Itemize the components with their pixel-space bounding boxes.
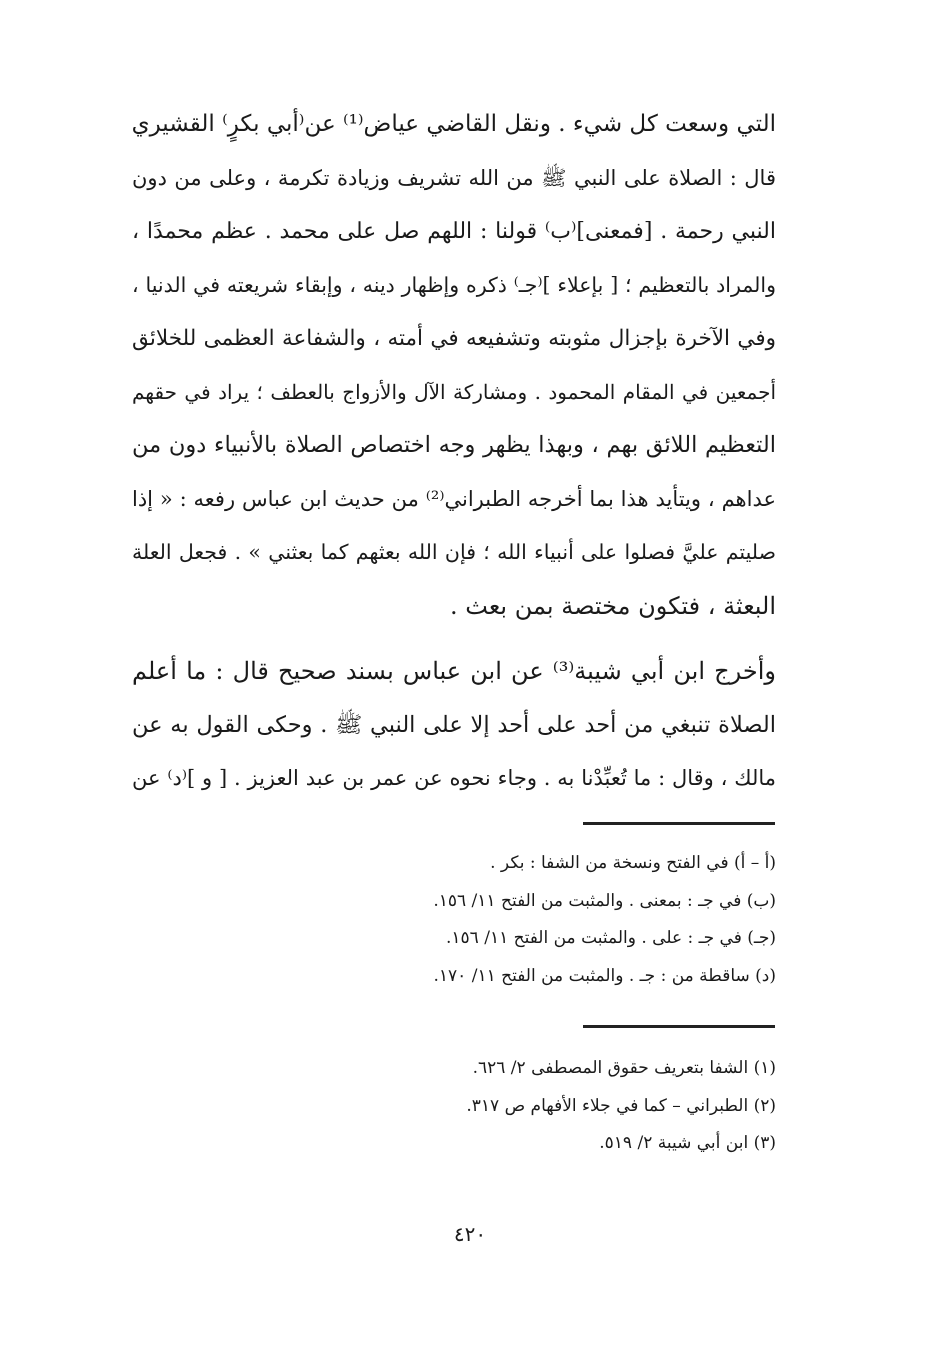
text-line: مالك ، وقال : ما تُعبِّدْنا به . وجاء نحوه عن عمر بن عبد العزيز . [ و ]⁽د⁾ عن [132, 766, 776, 790]
text-line: البعثة ، فتكون مختصة بمن بعث . [450, 591, 776, 620]
text-line: والمراد بالتعظيم ؛ [ بإعلاء ]⁽جـ⁾ ذكره وإظهار دينه ، وإبقاء شريعته في الدنيا ، [132, 272, 776, 297]
text-line: عداهم ، ويتأيد هذا بما أخرجه الطبراني⁽²⁾ من حديث ابن عباس رفعه : « إذا [132, 486, 776, 511]
footnote-item: (أ – أ) في الفتح ونسخة من الشفا : بكر . [490, 853, 776, 873]
footnote-item: (٣) ابن أبي شيبة ٢/ ٥١٩. [599, 1133, 776, 1153]
footnote-divider-letters [583, 822, 775, 825]
text-line: التعظيم اللائق بهم ، وبهذا يظهر وجه اختصاص الصلاة بالأنبياء دون من [132, 432, 776, 458]
text-line: وفي الآخرة بإجزال مثوبته وتشفيعه في أمته ، والشفاعة العظمى للخلائق [132, 326, 776, 351]
footnote-item: (د) ساقطة من : جـ . والمثبت من الفتح ١١/ ١٧٠. [433, 965, 776, 986]
text-line: قال : الصلاة على النبي ﷺ من الله تشريف وزيادة تكرمة ، وعلى من دون [132, 165, 776, 190]
page-number: ٤٢٠ [453, 1222, 487, 1246]
text-line: صليتم عليَّ فصلوا على أنبياء الله ؛ فإن الله بعثهم كما بعثني » . فجعل العلة [132, 540, 776, 564]
text-line: وأخرج ابن أبي شيبة⁽³⁾ عن ابن عباس بسند صحيح قال : ما أعلم [132, 657, 776, 685]
paragraph-spacer [132, 633, 776, 645]
footnote-divider-numbers [583, 1025, 775, 1028]
text-line: التي وسعت كل شيء . ونقل القاضي عياض⁽¹⁾ عن⁽أبي بكرٍ⁾ القشيري [132, 111, 776, 137]
paragraph-2 [132, 645, 776, 806]
footnote-item: (٢) الطبراني – كما في جلاء الأفهام ص ٣١٧. [466, 1095, 776, 1116]
footnote-item: (ب) في جـ : بمعنى . والمثبت من الفتح ١١/ ١٥٦. [433, 890, 776, 911]
paragraph-1 [132, 98, 776, 633]
footnote-item: (جـ) في جـ : على . والمثبت من الفتح ١١/ ١٥٦. [445, 928, 776, 948]
text-line: النبي رحمة . [فمعنى]⁽ب⁾ قولنا : اللهم صل على محمد . عظم محمدًا ، [132, 219, 776, 244]
footnotes-letters [300, 845, 776, 995]
text-line: أجمعين في المقام المحمود . ومشاركة الآل والأزواج بالعطف ؛ يراد في حقهم [132, 379, 776, 404]
footnote-item: (١) الشفا بتعريف حقوق المصطفى ٢/ ٦٢٦. [472, 1058, 776, 1078]
main-text [132, 98, 776, 806]
text-line: الصلاة تنبغي من أحد على أحد إلا على النبي ﷺ . وحكى القول به عن [132, 711, 776, 738]
footnotes-numbers [300, 1050, 776, 1163]
